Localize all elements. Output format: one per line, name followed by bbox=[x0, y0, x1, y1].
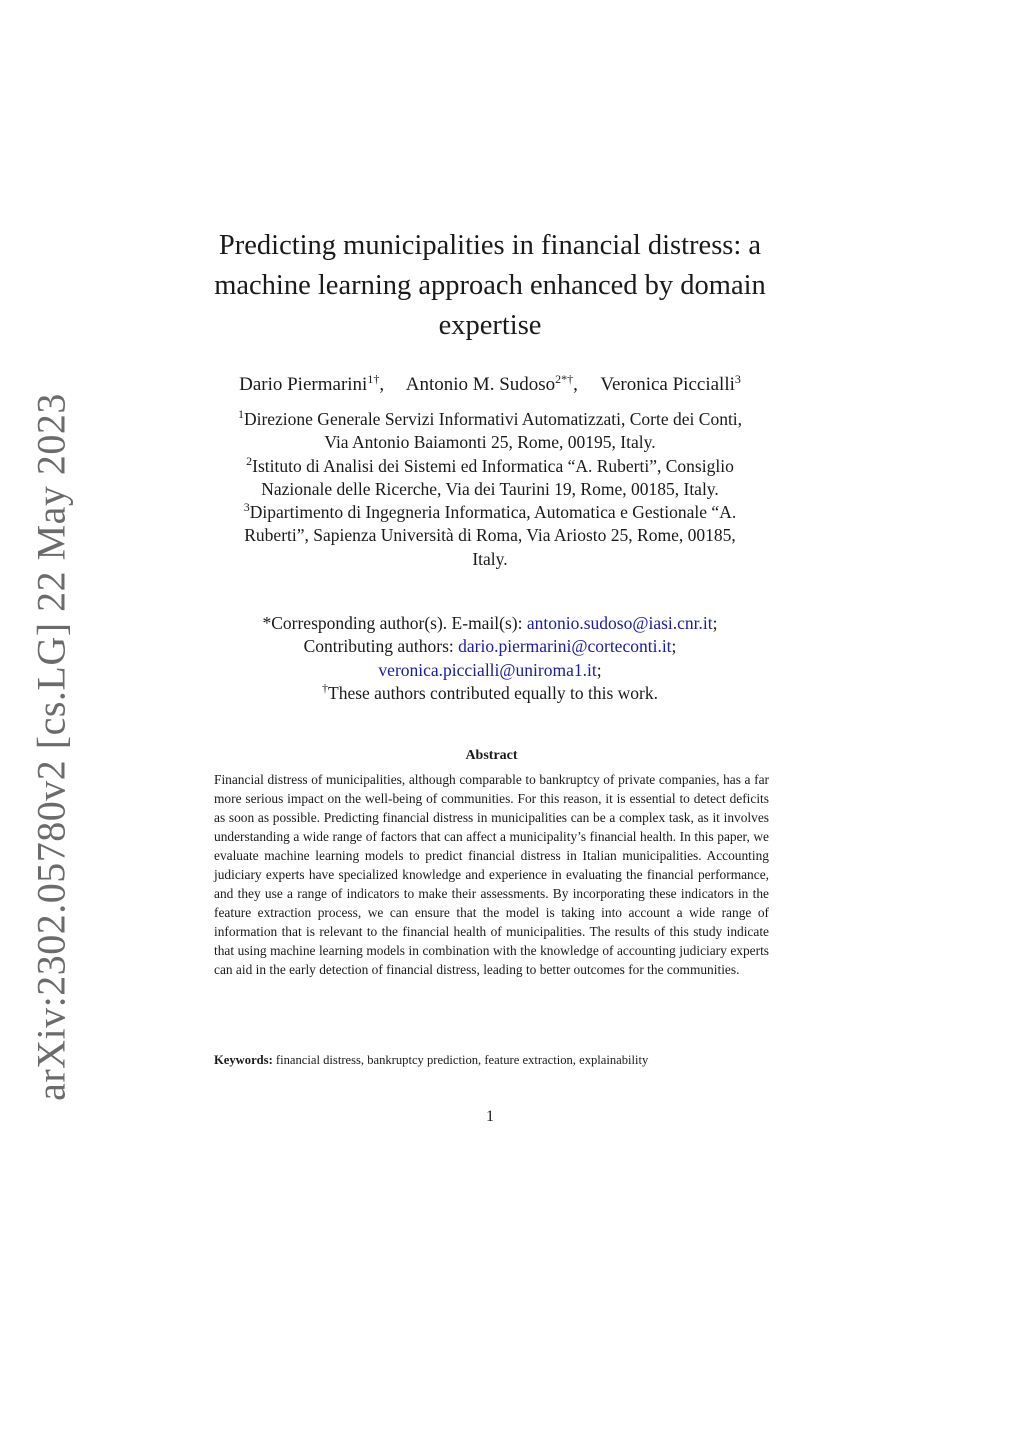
page-number: 1 bbox=[486, 1108, 494, 1125]
contributing-line bbox=[180, 635, 800, 658]
author bbox=[239, 374, 384, 395]
affiliation bbox=[180, 455, 800, 502]
affiliation bbox=[180, 408, 800, 455]
contributing-label: Contributing authors: bbox=[303, 636, 459, 657]
contributing-line bbox=[180, 659, 800, 682]
affiliation-line: Direzione Generale Servizi Informativi Automatizzati, Corte dei Conti, bbox=[243, 409, 743, 429]
author-list bbox=[160, 372, 820, 398]
equal-contribution-text: These authors contributed equally to this work. bbox=[328, 682, 658, 703]
affiliation-line: Via Antonio Baiamonti 25, Rome, 00195, Italy. bbox=[324, 432, 656, 453]
corresponding-email-link[interactable]: antonio.sudoso@iasi.cnr.it bbox=[526, 613, 713, 633]
author-name: Antonio M. Sudoso bbox=[405, 374, 556, 395]
affiliation-line: Dipartimento di Ingegneria Informatica, Automatica e Gestionale “A. bbox=[249, 502, 737, 523]
corresponding-line bbox=[180, 612, 800, 635]
affiliation-line: Italy. bbox=[472, 548, 508, 569]
abstract-heading: Abstract bbox=[465, 748, 518, 763]
corresponding-label: *Corresponding author(s). E-mail(s): bbox=[262, 613, 527, 633]
email-separator: ; bbox=[712, 613, 718, 633]
author-separator: , bbox=[573, 374, 578, 395]
title-line: machine learning approach enhanced by domain bbox=[214, 270, 766, 301]
author bbox=[600, 374, 741, 395]
affiliation-line: Ruberti”, Sapienza Università di Roma, Via Ariosto 25, Rome, 00185, bbox=[244, 525, 736, 546]
affiliation-number: 3 bbox=[243, 500, 250, 515]
author-separator: , bbox=[379, 374, 385, 395]
keywords-label: Keywords: bbox=[214, 1053, 273, 1067]
affiliation-line: Istituto di Analisi dei Sistemi ed Informatica “A. Ruberti”, Consiglio bbox=[252, 455, 734, 476]
correspondence-block bbox=[180, 612, 800, 705]
title-line: expertise bbox=[438, 310, 542, 341]
affiliation bbox=[180, 501, 800, 571]
author-marks: 1† bbox=[367, 372, 380, 386]
author-name: Veronica Piccialli bbox=[600, 374, 735, 395]
contributing-email-link[interactable]: veronica.piccialli@uniroma1.it bbox=[378, 659, 597, 680]
author-marks: 2*† bbox=[555, 372, 574, 386]
author-name: Dario Piermarini bbox=[239, 374, 368, 395]
keywords-text: financial distress, bankruptcy prediction, feature extraction, explainability bbox=[275, 1053, 649, 1067]
affiliation-number: 1 bbox=[237, 407, 244, 421]
abstract-text: Financial distress of municipalities, although comparable to bankruptcy of private companies, has a far more serious impact on the well-being of communities. For this reason, it is essential to detect deficits as soon as possible. Predicting financial distress in municipalities can be a complex task, as it involves understanding a wide range of factors that can affect a municipality’s financial health. In this paper, we evaluate machine learning models to predict financial distress in Italian municipalities. Accounting judiciary experts have specialized knowledge and experience in evaluating the financial performance, and they use a range of indicators to make their assessments. By incorporating these indicators in the feature extraction process, we can ensure that the model is taking into account a wide range of information that is relevant to the financial health of municipalities. The results of this study indicate that using machine learning models in combination with the knowledge of accounting judiciary experts can aid in the early detection of financial distress, leading to better outcomes for the communities. bbox=[214, 772, 769, 977]
email-separator: ; bbox=[671, 636, 677, 657]
contributing-email-link[interactable]: dario.piermarini@corteconti.it bbox=[458, 636, 672, 657]
title-line: Predicting municipalities in financial distress: a bbox=[218, 230, 762, 261]
dagger-mark: † bbox=[322, 680, 328, 695]
email-separator: ; bbox=[596, 659, 602, 680]
author bbox=[406, 374, 578, 395]
equal-contribution-note bbox=[180, 682, 800, 705]
affiliations bbox=[180, 408, 800, 571]
affiliation-line: Nazionale delle Ricerche, Via dei Taurini 19, Rome, 00185, Italy. bbox=[261, 478, 719, 499]
paper-title bbox=[190, 226, 790, 346]
keywords-line bbox=[214, 1051, 784, 1069]
arxiv-identifier: arXiv:2302.05780v2 [cs.LG] 22 May 2023 bbox=[28, 393, 74, 1101]
affiliation-number: 2 bbox=[246, 453, 253, 468]
author-marks: 3 bbox=[734, 372, 741, 386]
